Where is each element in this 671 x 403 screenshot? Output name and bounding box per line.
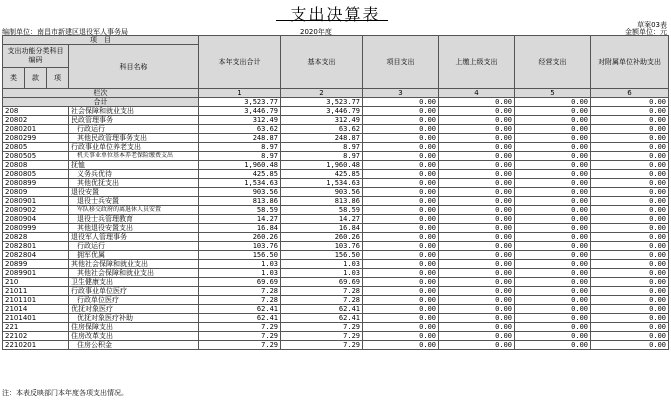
row-value-5: 0.00 (515, 251, 591, 260)
row-value-1: 16.84 (199, 224, 281, 233)
row-value-4: 0.00 (439, 233, 515, 242)
row-code: 208 (3, 107, 69, 116)
row-value-2: 16.84 (281, 224, 363, 233)
header-col-2: 基本支出 (281, 36, 363, 89)
row-value-3: 0.00 (363, 179, 439, 188)
row-value-6: 0.00 (591, 278, 669, 287)
row-value-6: 0.00 (591, 305, 669, 314)
row-code: 20899 (3, 260, 69, 269)
row-value-2: 1,534.63 (281, 179, 363, 188)
row-value-4: 0.00 (439, 314, 515, 323)
row-value-4: 0.00 (439, 143, 515, 152)
currency-unit: 金额单位：元 (625, 28, 667, 36)
header-col-1: 本年支出合计 (199, 36, 281, 89)
row-value-5: 0.00 (515, 233, 591, 242)
row-subject-name: 拥军优属 (69, 251, 199, 260)
row-value-2: 248.87 (281, 134, 363, 143)
row-value-6: 0.00 (591, 287, 669, 296)
row-value-3: 0.00 (363, 116, 439, 125)
row-value-3: 0.00 (363, 287, 439, 296)
row-value-2: 1,960.48 (281, 161, 363, 170)
total-value-1: 3,523.77 (199, 98, 281, 107)
row-value-6: 0.00 (591, 233, 669, 242)
row-value-2: 260.26 (281, 233, 363, 242)
row-value-6: 0.00 (591, 143, 669, 152)
row-value-6: 0.00 (591, 332, 669, 341)
row-value-5: 0.00 (515, 269, 591, 278)
row-subject-name: 军队移交政府的离退休人员安置 (69, 206, 199, 215)
table-row (3, 251, 669, 260)
row-value-3: 0.00 (363, 152, 439, 161)
header-col-3: 项目支出 (363, 36, 439, 89)
row-subject-name: 住房保障支出 (69, 323, 199, 332)
row-code: 2080999 (3, 224, 69, 233)
row-value-2: 813.86 (281, 197, 363, 206)
row-value-4: 0.00 (439, 179, 515, 188)
row-value-5: 0.00 (515, 260, 591, 269)
row-value-6: 0.00 (591, 188, 669, 197)
row-value-6: 0.00 (591, 161, 669, 170)
row-value-6: 0.00 (591, 323, 669, 332)
row-value-1: 1,960.48 (199, 161, 281, 170)
header-lanci: 栏次 (3, 89, 199, 98)
row-code: 2080299 (3, 134, 69, 143)
table-row (3, 269, 669, 278)
row-subject-name: 社会保障和就业支出 (69, 107, 199, 116)
table-row (3, 170, 669, 179)
row-code: 2080901 (3, 197, 69, 206)
header-row-lanci (3, 89, 669, 98)
row-value-5: 0.00 (515, 323, 591, 332)
form-number: 草案03表 (637, 21, 667, 29)
row-value-4: 0.00 (439, 116, 515, 125)
row-value-5: 0.00 (515, 206, 591, 215)
header-item: 项 目 (3, 36, 199, 45)
row-value-3: 0.00 (363, 161, 439, 170)
row-subject-name: 其他社会保障和就业支出 (69, 269, 199, 278)
table-row (3, 215, 669, 224)
row-value-1: 62.41 (199, 314, 281, 323)
row-subject-name: 行政事业单位医疗 (69, 287, 199, 296)
row-value-2: 7.28 (281, 296, 363, 305)
row-subject-name: 其他社会保障和就业支出 (69, 260, 199, 269)
header-lei: 类 (3, 68, 25, 89)
row-code: 2210201 (3, 341, 69, 350)
row-value-6: 0.00 (591, 269, 669, 278)
report-year: 2020年度 (300, 28, 332, 36)
row-code: 2080505 (3, 152, 69, 161)
row-subject-name: 行政单位医疗 (69, 296, 199, 305)
row-value-3: 0.00 (363, 188, 439, 197)
row-value-6: 0.00 (591, 197, 669, 206)
header-xiang: 项 (47, 68, 69, 89)
row-value-2: 58.59 (281, 206, 363, 215)
row-code: 20809 (3, 188, 69, 197)
row-value-5: 0.00 (515, 341, 591, 350)
row-value-4: 0.00 (439, 197, 515, 206)
row-value-4: 0.00 (439, 125, 515, 134)
header-col-6: 对附属单位补助支出 (591, 36, 669, 89)
header-subject-name: 科目名称 (69, 45, 199, 89)
row-value-4: 0.00 (439, 152, 515, 161)
row-value-6: 0.00 (591, 206, 669, 215)
row-code: 2082801 (3, 242, 69, 251)
row-value-6: 0.00 (591, 296, 669, 305)
row-value-3: 0.00 (363, 125, 439, 134)
row-value-5: 0.00 (515, 152, 591, 161)
row-value-1: 425.85 (199, 170, 281, 179)
row-value-5: 0.00 (515, 161, 591, 170)
row-value-2: 63.62 (281, 125, 363, 134)
col-num-5: 5 (515, 89, 591, 98)
row-value-5: 0.00 (515, 296, 591, 305)
row-value-4: 0.00 (439, 332, 515, 341)
row-value-3: 0.00 (363, 251, 439, 260)
table-row (3, 197, 669, 206)
row-value-4: 0.00 (439, 296, 515, 305)
row-value-6: 0.00 (591, 116, 669, 125)
col-num-1: 1 (199, 89, 281, 98)
row-value-1: 14.27 (199, 215, 281, 224)
table-row (3, 323, 669, 332)
row-value-3: 0.00 (363, 206, 439, 215)
row-value-1: 69.69 (199, 278, 281, 287)
row-value-3: 0.00 (363, 197, 439, 206)
row-subject-name: 其他民政管理事务支出 (69, 134, 199, 143)
row-code: 20805 (3, 143, 69, 152)
row-value-5: 0.00 (515, 305, 591, 314)
row-value-6: 0.00 (591, 242, 669, 251)
table-row (3, 233, 669, 242)
table-row (3, 287, 669, 296)
row-value-5: 0.00 (515, 278, 591, 287)
col-num-3: 3 (363, 89, 439, 98)
row-value-3: 0.00 (363, 233, 439, 242)
table-note: 注：本表反映部门本年度各项支出情况。 (2, 389, 128, 397)
row-code: 20802 (3, 116, 69, 125)
row-value-3: 0.00 (363, 323, 439, 332)
row-value-3: 0.00 (363, 224, 439, 233)
row-subject-name: 行政运行 (69, 125, 199, 134)
row-value-6: 0.00 (591, 251, 669, 260)
row-value-1: 62.41 (199, 305, 281, 314)
row-subject-name: 义务兵优待 (69, 170, 199, 179)
row-subject-name: 退役士兵安置 (69, 197, 199, 206)
row-value-3: 0.00 (363, 341, 439, 350)
row-value-1: 58.59 (199, 206, 281, 215)
table-row (3, 143, 669, 152)
row-subject-name: 行政运行 (69, 242, 199, 251)
row-value-3: 0.00 (363, 143, 439, 152)
row-value-4: 0.00 (439, 287, 515, 296)
table-row (3, 161, 669, 170)
row-subject-name: 退役士兵管理教育 (69, 215, 199, 224)
row-value-4: 0.00 (439, 278, 515, 287)
row-subject-name: 住房改革支出 (69, 332, 199, 341)
row-value-4: 0.00 (439, 323, 515, 332)
row-code: 2101101 (3, 296, 69, 305)
row-value-1: 3,446.79 (199, 107, 281, 116)
row-subject-name: 退役军人管理事务 (69, 233, 199, 242)
row-code: 20808 (3, 161, 69, 170)
row-value-4: 0.00 (439, 341, 515, 350)
table-row (3, 260, 669, 269)
header-col-4: 上缴上级支出 (439, 36, 515, 89)
row-value-4: 0.00 (439, 170, 515, 179)
row-value-2: 8.97 (281, 152, 363, 161)
row-code: 2080201 (3, 125, 69, 134)
table-row (3, 341, 669, 350)
row-value-6: 0.00 (591, 179, 669, 188)
row-subject-name: 退役安置 (69, 188, 199, 197)
table-body (3, 107, 669, 350)
row-code: 22102 (3, 332, 69, 341)
row-value-6: 0.00 (591, 107, 669, 116)
row-subject-name: 民政管理事务 (69, 116, 199, 125)
col-num-4: 4 (439, 89, 515, 98)
row-value-3: 0.00 (363, 260, 439, 269)
row-value-2: 8.97 (281, 143, 363, 152)
row-subject-name: 其他优抚支出 (69, 179, 199, 188)
row-value-2: 62.41 (281, 305, 363, 314)
row-value-4: 0.00 (439, 188, 515, 197)
row-code: 221 (3, 323, 69, 332)
row-code: 2080805 (3, 170, 69, 179)
row-value-5: 0.00 (515, 197, 591, 206)
table-row (3, 188, 669, 197)
row-value-6: 0.00 (591, 125, 669, 134)
row-code: 2080902 (3, 206, 69, 215)
row-value-5: 0.00 (515, 314, 591, 323)
header-row-item (3, 36, 669, 45)
row-value-1: 7.28 (199, 296, 281, 305)
row-value-4: 0.00 (439, 107, 515, 116)
row-value-3: 0.00 (363, 170, 439, 179)
table-row (3, 242, 669, 251)
table-row (3, 206, 669, 215)
row-value-6: 0.00 (591, 170, 669, 179)
row-code: 210 (3, 278, 69, 287)
row-value-4: 0.00 (439, 251, 515, 260)
row-value-3: 0.00 (363, 332, 439, 341)
row-value-1: 260.26 (199, 233, 281, 242)
row-value-2: 7.29 (281, 332, 363, 341)
row-value-5: 0.00 (515, 107, 591, 116)
table-row (3, 116, 669, 125)
row-value-5: 0.00 (515, 170, 591, 179)
row-value-1: 156.50 (199, 251, 281, 260)
col-num-2: 2 (281, 89, 363, 98)
row-value-1: 1.03 (199, 260, 281, 269)
row-subject-name: 优抚对象医疗补助 (69, 314, 199, 323)
table-row (3, 179, 669, 188)
row-value-6: 0.00 (591, 341, 669, 350)
header-class-code: 支出功能分类科目编码 (3, 45, 69, 68)
row-value-4: 0.00 (439, 242, 515, 251)
row-value-1: 103.76 (199, 242, 281, 251)
row-value-5: 0.00 (515, 188, 591, 197)
row-value-5: 0.00 (515, 287, 591, 296)
row-value-4: 0.00 (439, 260, 515, 269)
row-value-5: 0.00 (515, 215, 591, 224)
total-label: 合计 (3, 98, 199, 107)
row-value-3: 0.00 (363, 107, 439, 116)
row-value-3: 0.00 (363, 314, 439, 323)
row-code: 2082804 (3, 251, 69, 260)
header-col-5: 经营支出 (515, 36, 591, 89)
table-row (3, 278, 669, 287)
row-value-2: 103.76 (281, 242, 363, 251)
row-value-4: 0.00 (439, 305, 515, 314)
row-value-2: 425.85 (281, 170, 363, 179)
row-value-2: 7.28 (281, 287, 363, 296)
row-subject-name: 抚恤 (69, 161, 199, 170)
row-value-3: 0.00 (363, 278, 439, 287)
row-value-2: 62.41 (281, 314, 363, 323)
total-value-3: 0.00 (363, 98, 439, 107)
title-underline (276, 20, 388, 21)
row-value-3: 0.00 (363, 296, 439, 305)
row-subject-name: 行政事业单位养老支出 (69, 143, 199, 152)
row-subject-name: 优抚对象医疗 (69, 305, 199, 314)
table-row (3, 314, 669, 323)
row-value-1: 8.97 (199, 152, 281, 161)
report-title: 支出决算表 (290, 5, 381, 24)
table-row (3, 134, 669, 143)
row-subject-name: 卫生健康支出 (69, 278, 199, 287)
col-num-6: 6 (591, 89, 669, 98)
table-row (3, 152, 669, 161)
row-subject-name: 机关事业单位基本养老保险缴费支出 (69, 152, 199, 161)
row-value-5: 0.00 (515, 125, 591, 134)
row-value-1: 7.29 (199, 323, 281, 332)
row-value-1: 1.03 (199, 269, 281, 278)
row-value-2: 7.29 (281, 341, 363, 350)
row-value-3: 0.00 (363, 305, 439, 314)
row-value-2: 7.29 (281, 323, 363, 332)
total-value-2: 3,523.77 (281, 98, 363, 107)
row-value-2: 1.03 (281, 269, 363, 278)
table-row (3, 332, 669, 341)
row-subject-name: 其他退役安置支出 (69, 224, 199, 233)
row-code: 2101401 (3, 314, 69, 323)
row-value-4: 0.00 (439, 215, 515, 224)
row-value-5: 0.00 (515, 332, 591, 341)
total-value-5: 0.00 (515, 98, 591, 107)
total-value-6: 0.00 (591, 98, 669, 107)
row-value-2: 1.03 (281, 260, 363, 269)
row-code: 2089901 (3, 269, 69, 278)
row-value-1: 903.56 (199, 188, 281, 197)
row-code: 20828 (3, 233, 69, 242)
row-value-6: 0.00 (591, 314, 669, 323)
row-value-6: 0.00 (591, 224, 669, 233)
table-row (3, 107, 669, 116)
row-value-1: 7.28 (199, 287, 281, 296)
row-value-3: 0.00 (363, 269, 439, 278)
row-value-5: 0.00 (515, 134, 591, 143)
row-value-1: 7.29 (199, 332, 281, 341)
total-value-4: 0.00 (439, 98, 515, 107)
row-value-4: 0.00 (439, 269, 515, 278)
row-value-5: 0.00 (515, 116, 591, 125)
header-kuan: 款 (25, 68, 47, 89)
row-code: 21011 (3, 287, 69, 296)
row-value-3: 0.00 (363, 242, 439, 251)
row-value-3: 0.00 (363, 134, 439, 143)
row-value-2: 312.49 (281, 116, 363, 125)
row-value-4: 0.00 (439, 161, 515, 170)
row-value-4: 0.00 (439, 134, 515, 143)
row-value-1: 7.29 (199, 341, 281, 350)
row-value-4: 0.00 (439, 224, 515, 233)
row-value-1: 813.86 (199, 197, 281, 206)
row-code: 2080904 (3, 215, 69, 224)
compiling-unit: 编制单位：南昌市新建区退役军人事务局 (2, 28, 128, 36)
row-value-5: 0.00 (515, 242, 591, 251)
row-value-5: 0.00 (515, 143, 591, 152)
row-value-2: 69.69 (281, 278, 363, 287)
table-row (3, 305, 669, 314)
row-value-1: 248.87 (199, 134, 281, 143)
row-value-5: 0.00 (515, 179, 591, 188)
row-code: 2080899 (3, 179, 69, 188)
row-value-1: 312.49 (199, 116, 281, 125)
row-value-5: 0.00 (515, 224, 591, 233)
row-code: 21014 (3, 305, 69, 314)
row-value-3: 0.00 (363, 215, 439, 224)
table-row (3, 224, 669, 233)
row-value-1: 1,534.63 (199, 179, 281, 188)
row-value-2: 3,446.79 (281, 107, 363, 116)
table-row (3, 125, 669, 134)
row-value-2: 903.56 (281, 188, 363, 197)
row-value-1: 63.62 (199, 125, 281, 134)
row-value-6: 0.00 (591, 152, 669, 161)
row-value-2: 14.27 (281, 215, 363, 224)
row-value-6: 0.00 (591, 134, 669, 143)
row-value-6: 0.00 (591, 215, 669, 224)
total-row (3, 98, 669, 107)
table-row (3, 296, 669, 305)
row-subject-name: 住房公积金 (69, 341, 199, 350)
row-value-6: 0.00 (591, 260, 669, 269)
row-value-2: 156.50 (281, 251, 363, 260)
expenditure-table (2, 35, 669, 350)
row-value-1: 8.97 (199, 143, 281, 152)
row-value-4: 0.00 (439, 206, 515, 215)
